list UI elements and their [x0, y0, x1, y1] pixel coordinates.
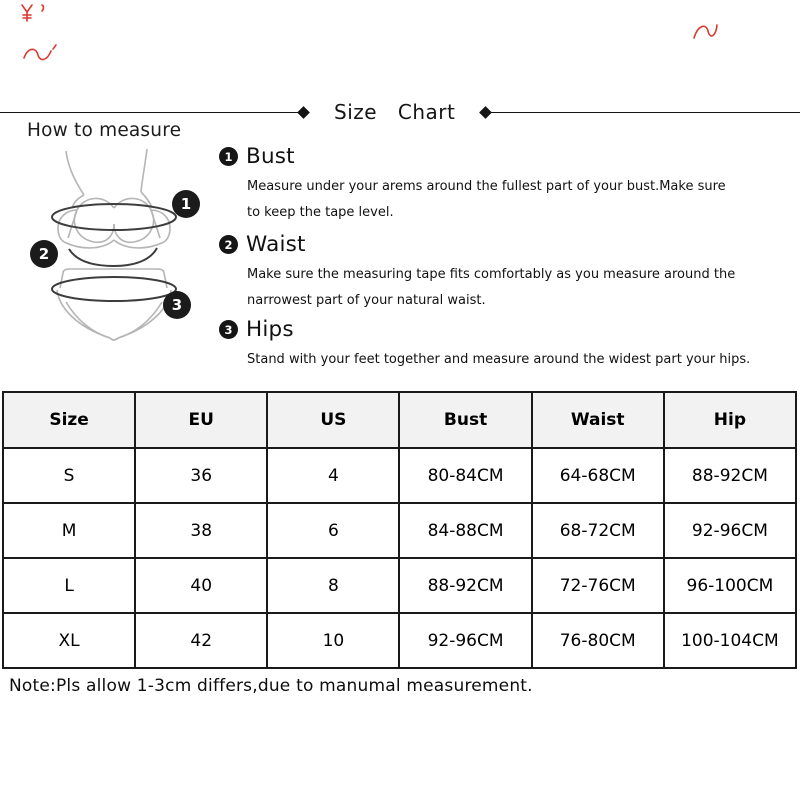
table-row — [3, 613, 796, 668]
number-badge: 3 — [219, 320, 238, 339]
red-scribble-icon — [22, 42, 58, 66]
table-cell: XL — [3, 613, 135, 668]
section-title: Waist — [246, 232, 306, 257]
size-chart-header — [0, 100, 800, 124]
table-cell: 38 — [135, 503, 267, 558]
number-badge: 1 — [219, 147, 238, 166]
table-cell: 92-96CM — [399, 613, 531, 668]
table-header-cell: Bust — [399, 392, 531, 448]
table-row — [3, 448, 796, 503]
table-header-cell: Hip — [664, 392, 796, 448]
svg-text:2: 2 — [38, 245, 50, 263]
section-title: Bust — [246, 144, 295, 169]
table-header-cell: Size — [3, 392, 135, 448]
figure-badge-3 — [163, 291, 191, 319]
rule-line-left — [0, 112, 299, 113]
table-row — [3, 558, 796, 613]
table-cell: M — [3, 503, 135, 558]
section-description: Stand with your feet together and measure around the widest part your hips. — [247, 352, 751, 367]
table-header-cell: Waist — [532, 392, 664, 448]
table-cell: 100-104CM — [664, 613, 796, 668]
table-cell: 88-92CM — [664, 448, 796, 503]
red-scribble-icon — [690, 18, 720, 46]
table-header-cell: EU — [135, 392, 267, 448]
table-cell: 4 — [267, 448, 399, 503]
section-description: Make sure the measuring tape fits comfortably as you measure around the narrowest part of your natural waist. — [247, 267, 736, 308]
table-cell: 64-68CM — [532, 448, 664, 503]
svg-text:1: 1 — [180, 195, 192, 213]
section-title: Hips — [246, 317, 294, 342]
table-cell: 72-76CM — [532, 558, 664, 613]
diamond-icon — [480, 106, 493, 119]
section-hips — [219, 317, 794, 373]
size-table — [2, 391, 797, 669]
svg-text:3: 3 — [171, 296, 183, 314]
table-cell: S — [3, 448, 135, 503]
section-description: Measure under your arems around the fullest part of your bust.Make sure to keep the tape level. — [247, 179, 726, 220]
table-row — [3, 503, 796, 558]
figure-badge-1 — [172, 190, 200, 218]
table-cell: 6 — [267, 503, 399, 558]
table-cell: 80-84CM — [399, 448, 531, 503]
bikini-measure-illustration — [30, 142, 205, 352]
table-cell: 84-88CM — [399, 503, 531, 558]
section-bust — [219, 144, 794, 226]
table-header-cell: US — [267, 392, 399, 448]
table-cell: 40 — [135, 558, 267, 613]
table-cell: 36 — [135, 448, 267, 503]
figure-badge-2 — [30, 240, 58, 268]
measurement-note: Note:Pls allow 1-3cm differs,due to manumal measurement. — [9, 676, 533, 696]
table-cell: 92-96CM — [664, 503, 796, 558]
number-badge: 2 — [219, 235, 238, 254]
table-cell: 10 — [267, 613, 399, 668]
table-cell: 8 — [267, 558, 399, 613]
red-scribble-icon — [18, 2, 48, 24]
table-cell: 68-72CM — [532, 503, 664, 558]
table-cell: 88-92CM — [399, 558, 531, 613]
table-cell: 96-100CM — [664, 558, 796, 613]
section-waist — [219, 232, 794, 314]
page-title: Size Chart — [334, 100, 456, 124]
table-cell: L — [3, 558, 135, 613]
how-to-measure-label: How to measure — [27, 120, 182, 141]
rule-line-right — [490, 112, 800, 113]
table-cell: 76-80CM — [532, 613, 664, 668]
table-cell: 42 — [135, 613, 267, 668]
